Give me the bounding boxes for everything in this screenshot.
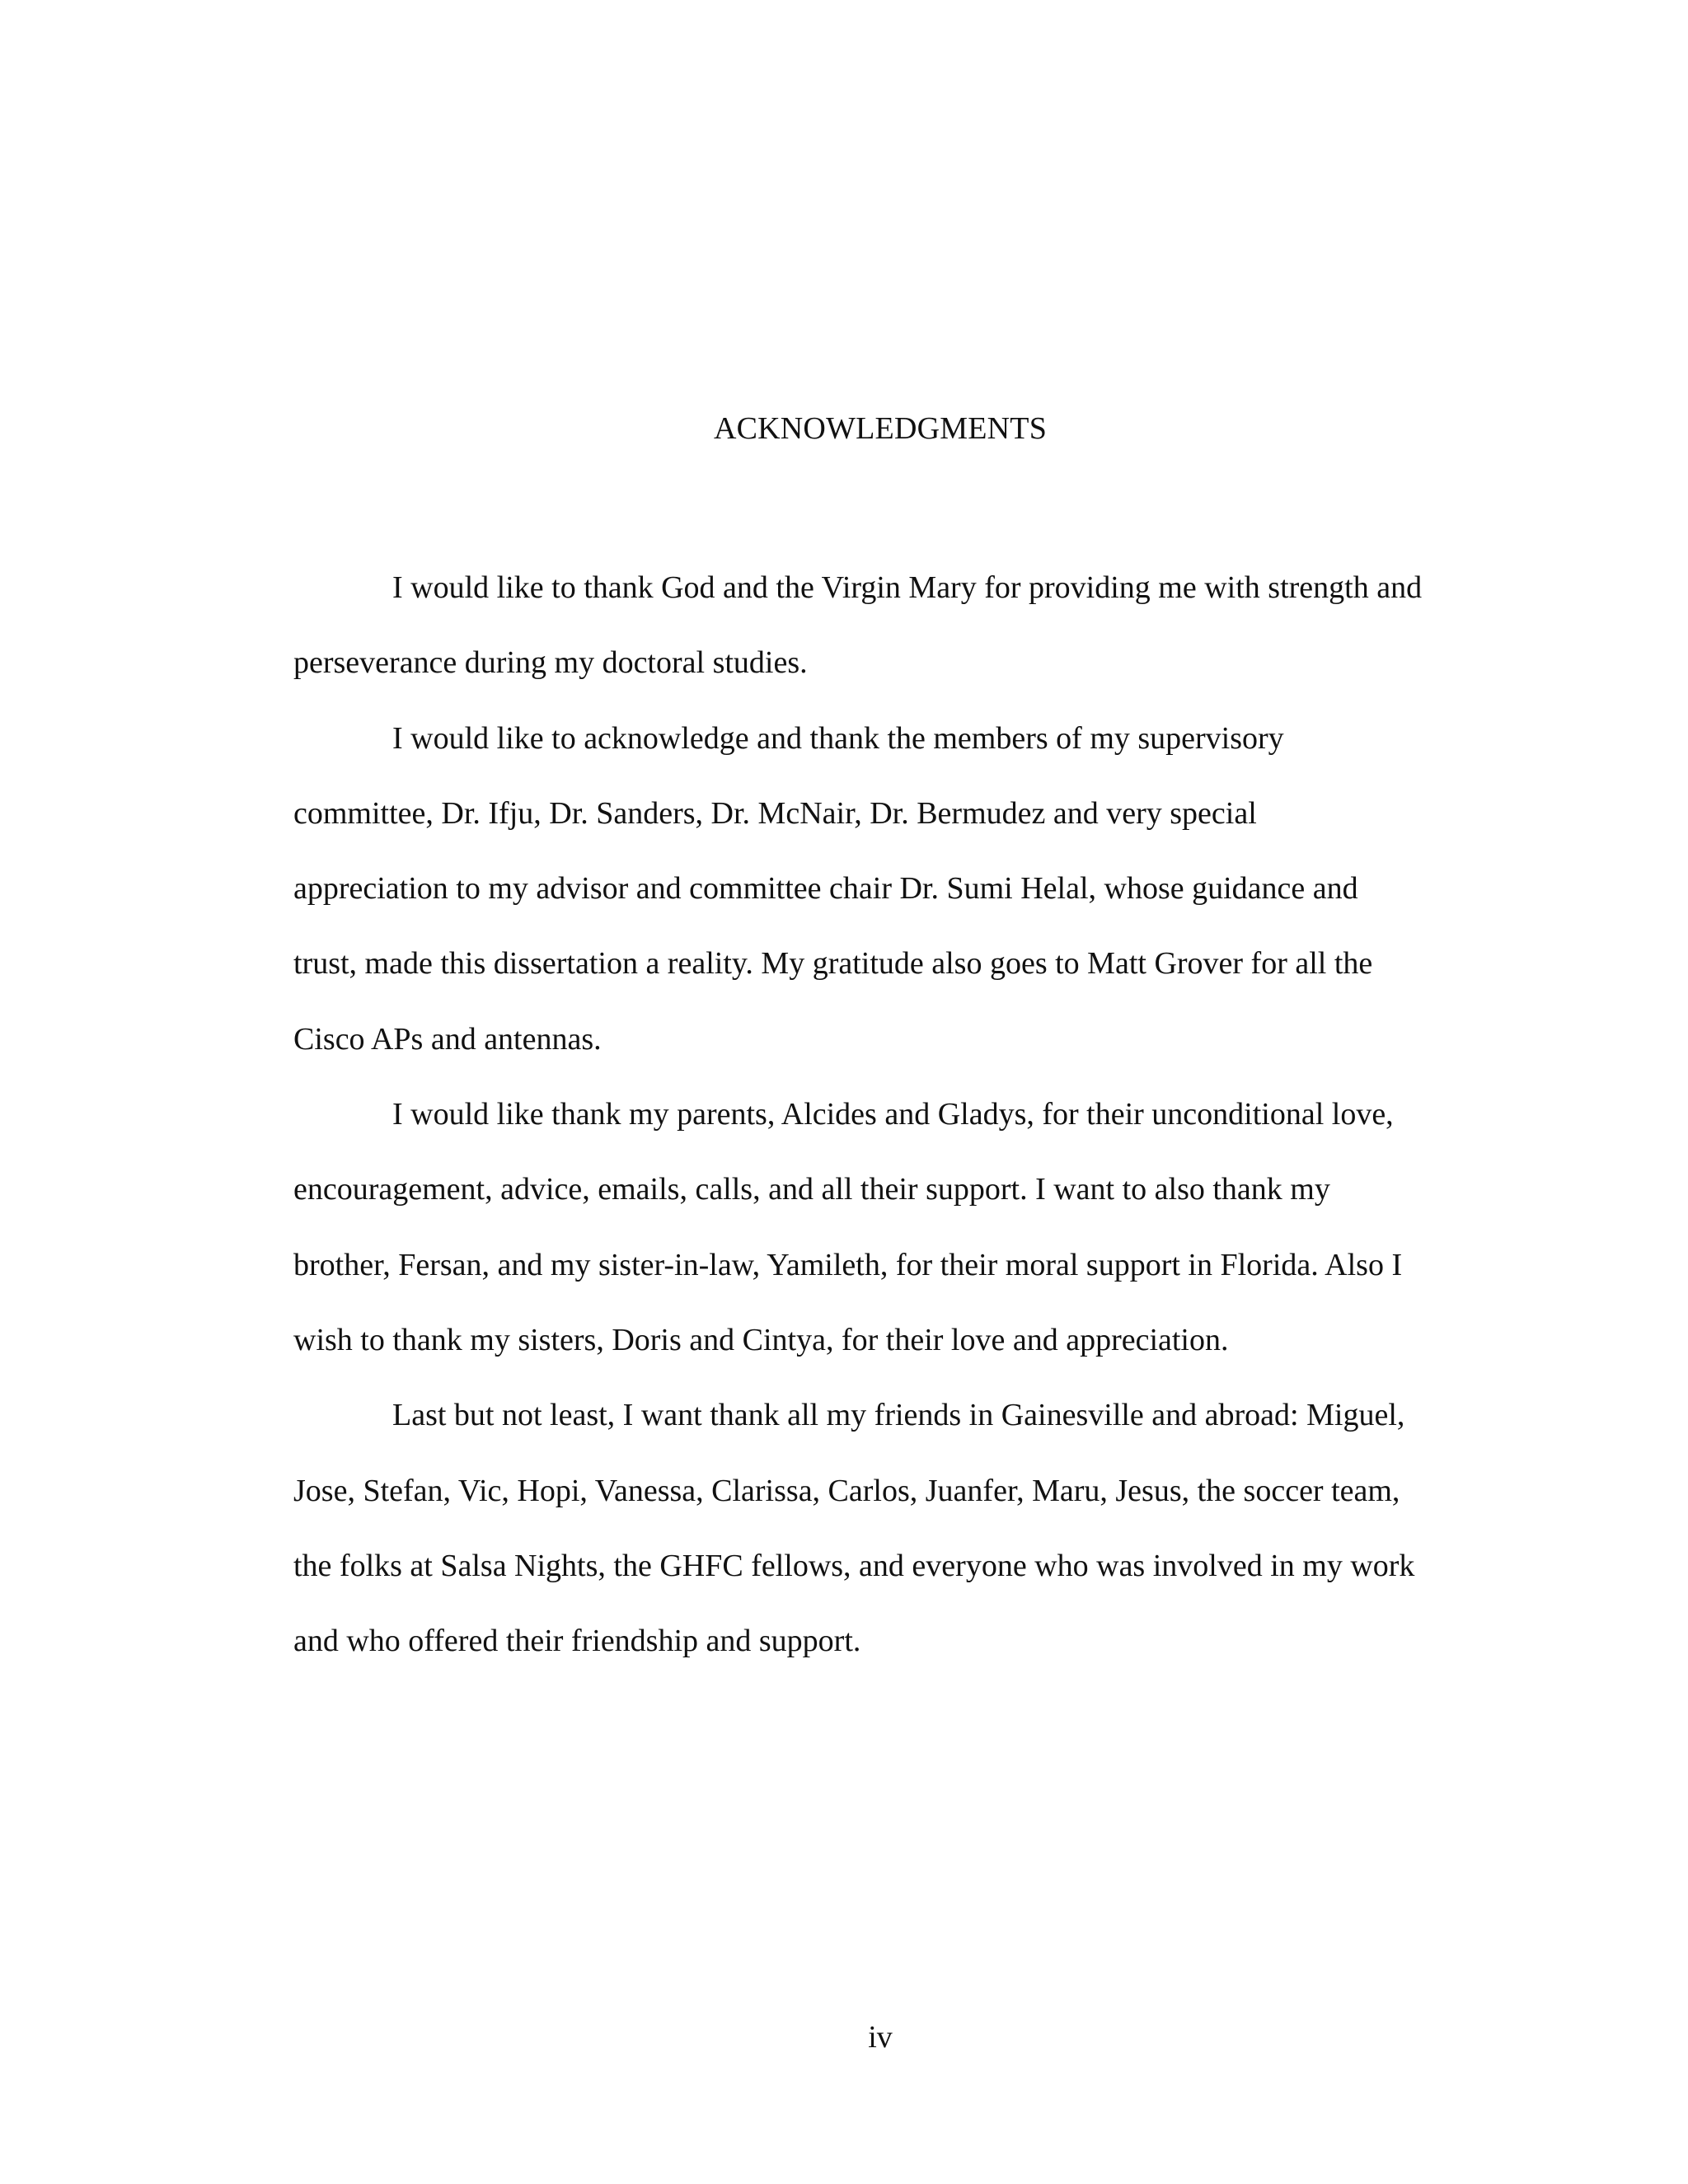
paragraph-line: committee, Dr. Ifju, Dr. Sanders, Dr. McNair, Dr. Bermudez and very special	[293, 795, 1257, 831]
paragraph-line: trust, made this dissertation a reality. My gratitude also goes to Matt Grover for all the	[293, 946, 1373, 982]
paragraph-friends	[293, 1378, 1469, 1679]
paragraph-line: Jose, Stefan, Vic, Hopi, Vanessa, Clarissa, Carlos, Juanfer, Maru, Jesus, the soccer team,	[293, 1473, 1400, 1508]
paragraph-line: brother, Fersan, and my sister-in-law, Yamileth, for their moral support in Florida. Also I	[293, 1247, 1403, 1282]
page-heading: ACKNOWLEDGMENTS	[713, 411, 1048, 446]
page-number: iv	[868, 2020, 893, 2055]
acknowledgments-body	[293, 551, 1469, 1679]
paragraph-line: I would like to acknowledge and thank the members of my supervisory	[392, 720, 1284, 756]
paragraph-committee	[293, 701, 1469, 1077]
paragraph-line: wish to thank my sisters, Doris and Cintya, for their love and appreciation.	[293, 1322, 1229, 1357]
paragraph-thanks-god	[293, 551, 1469, 701]
paragraph-line: encouragement, advice, emails, calls, and all their support. I want to also thank my	[293, 1172, 1330, 1207]
paragraph-line: perseverance during my doctoral studies.	[293, 645, 808, 681]
paragraph-line: Cisco APs and antennas.	[293, 1021, 602, 1057]
paragraph-line: I would like thank my parents, Alcides and Gladys, for their unconditional love,	[392, 1097, 1394, 1132]
paragraph-line: and who offered their friendship and support.	[293, 1624, 861, 1659]
paragraph-line: I would like to thank God and the Virgin Mary for providing me with strength and	[392, 570, 1423, 605]
paragraph-line: Last but not least, I want thank all my friends in Gainesville and abroad: Miguel,	[392, 1398, 1405, 1433]
paragraph-family	[293, 1077, 1469, 1378]
paragraph-line: the folks at Salsa Nights, the GHFC fellows, and everyone who was involved in my work	[293, 1548, 1415, 1583]
paragraph-line: appreciation to my advisor and committee chair Dr. Sumi Helal, whose guidance and	[293, 871, 1358, 907]
